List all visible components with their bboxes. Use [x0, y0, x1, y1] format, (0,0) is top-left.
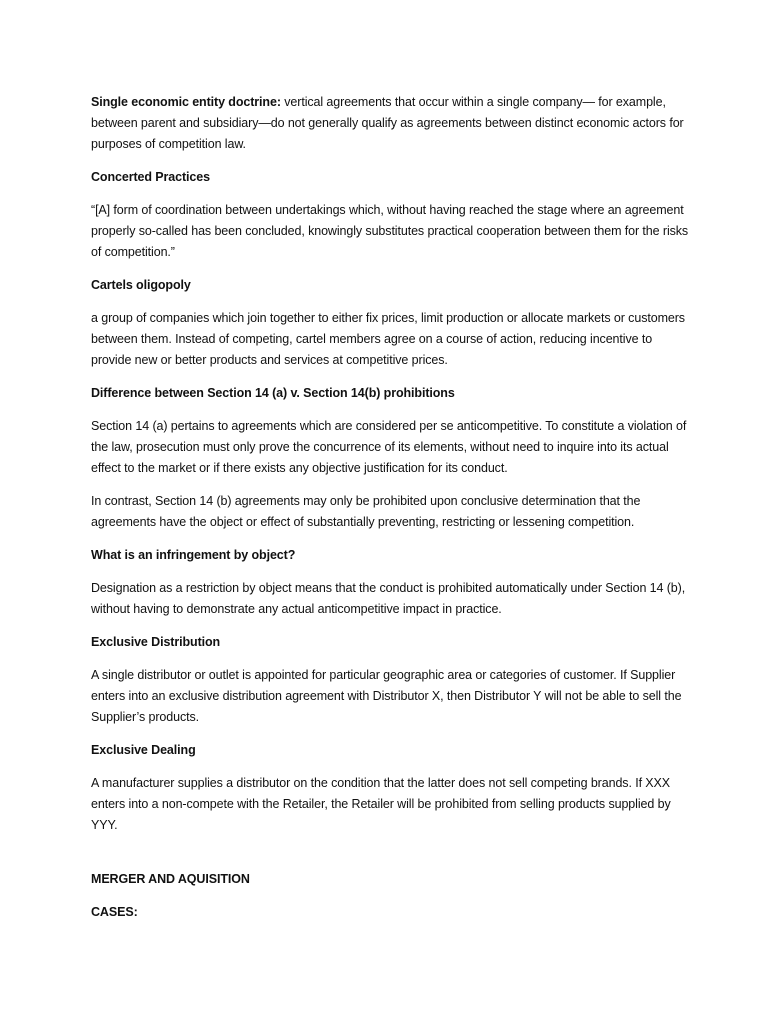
- document-page: [91, 92, 691, 935]
- exclusive-dealing-text: A manufacturer supplies a distributor on the condition that the latter does not sell competing brands. If XXX enters into a non-compete with the Retailer, the Retailer will be prohibited from selling products supplied by YYY.: [91, 776, 671, 832]
- exclusive-dealing-heading: Exclusive Dealing: [91, 743, 196, 757]
- single-entity-text: vertical agreements that occur within a single company— for example, between parent and subsidiary—do not generally qualify as agreements between distinct economic actors for purposes of competition law.: [91, 95, 684, 151]
- exclusive-distribution-text: A single distributor or outlet is appointed for particular geographic area or categories of customer. If Supplier enters into an exclusive distribution agreement with Distributor X, then Distributor Y will not be able to sell the Supplier’s products.: [91, 668, 682, 724]
- section-14b-text: In contrast, Section 14 (b) agreements may only be prohibited upon conclusive determination that the agreements have the object or effect of substantially preventing, restricting or lessening competition.: [91, 494, 641, 529]
- single-entity-term: Single economic entity doctrine:: [91, 95, 281, 109]
- concerted-practices-heading: Concerted Practices: [91, 170, 210, 184]
- section-14a-text: Section 14 (a) pertains to agreements which are considered per se anticompetitive. To constitute a violation of the law, prosecution must only prove the concurrence of its elements, without need to inquire into its actual effect to the market or if there exists any objective justification for its conduct.: [91, 419, 687, 475]
- infringement-text: Designation as a restriction by object means that the conduct is prohibited automatically under Section 14 (b), without having to demonstrate any actual anticompetitive impact in practice.: [91, 581, 686, 616]
- infringement-heading: What is an infringement by object?: [91, 548, 296, 562]
- exclusive-distribution-heading: Exclusive Distribution: [91, 635, 221, 649]
- concerted-practices-text: “[A] form of coordination between undertakings which, without having reached the stage where an agreement properly so-called has been concluded, knowingly substitutes practical cooperation between them for the risks of competition.”: [91, 203, 689, 259]
- difference-heading: Difference between Section 14 (a) v. Section 14(b) prohibitions: [91, 386, 455, 400]
- cases-heading: CASES:: [91, 905, 138, 919]
- single-entity-paragraph: [91, 92, 691, 155]
- cartels-heading: Cartels oligopoly: [91, 278, 191, 292]
- blank-line: [91, 848, 691, 869]
- merger-heading: MERGER AND AQUISITION: [91, 872, 250, 886]
- cartels-text: a group of companies which join together to either fix prices, limit production or allocate markets or customers between them. Instead of competing, cartel members agree on a course of action, reducing incentive to provide new or better products and services at competitive prices.: [91, 311, 685, 367]
